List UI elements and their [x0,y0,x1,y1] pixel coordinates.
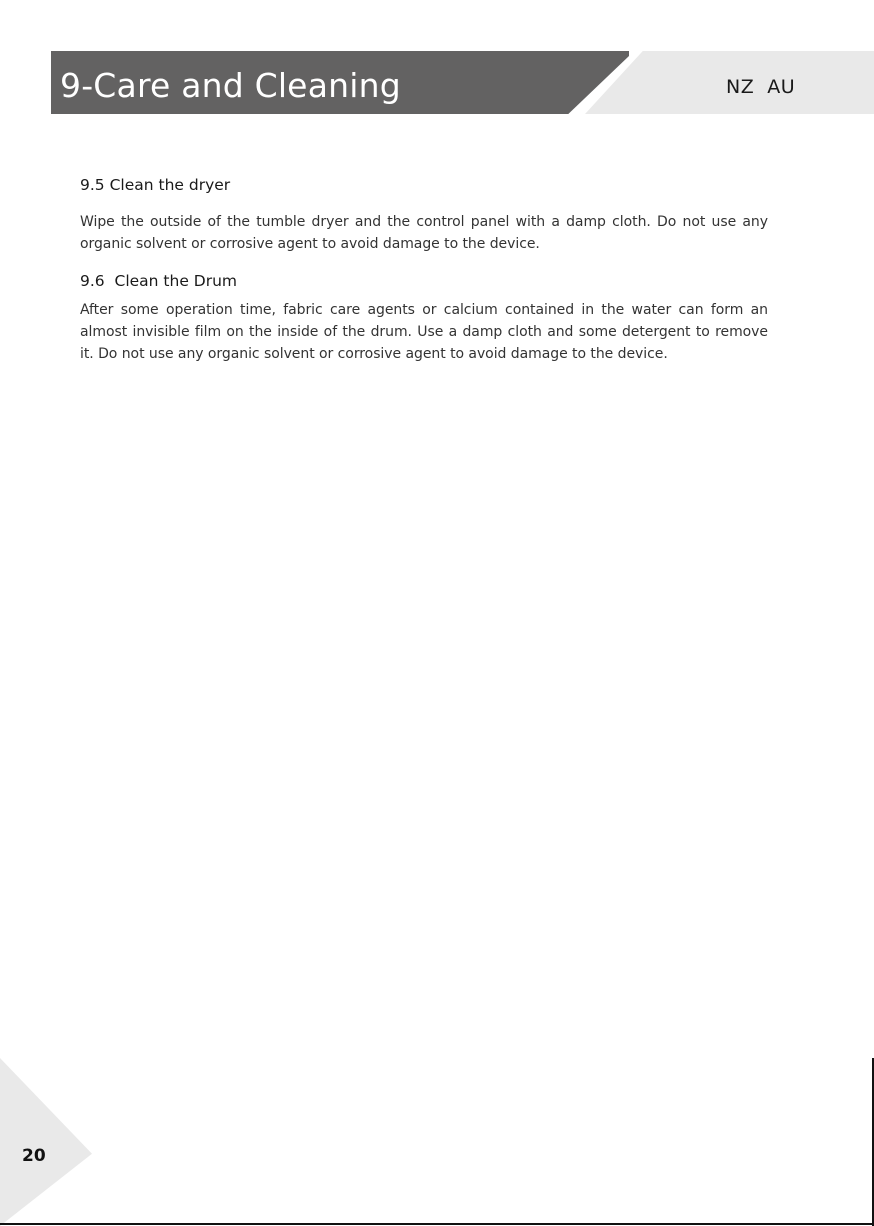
section-paragraph: Wipe the outside of the tumble dryer and the control panel with a damp cloth. Do not use any organic solvent or corrosive agent to avoid damage to the device. [80,214,768,252]
section-paragraph: After some operation time, fabric care agents or calcium contained in the water can form an almost invisible film on the inside of the drum. Use a damp cloth and some detergent to remove it. Do not use any organic solvent or corrosive agent to avoid damage to the device. [80,302,768,362]
section-clean-drum [80,268,768,365]
section-heading: 9.5 Clean the dryer [80,176,231,194]
region-label: NZ AU [726,76,796,98]
footer-corner-decoration [0,1058,92,1226]
chapter-title: 9-Care and Cleaning [60,66,401,105]
page-content [80,172,768,365]
section-heading: 9.6 Clean the Drum [80,272,238,290]
section-clean-dryer [80,172,768,255]
bottom-border [0,1223,874,1225]
page-number: 20 [22,1146,46,1166]
